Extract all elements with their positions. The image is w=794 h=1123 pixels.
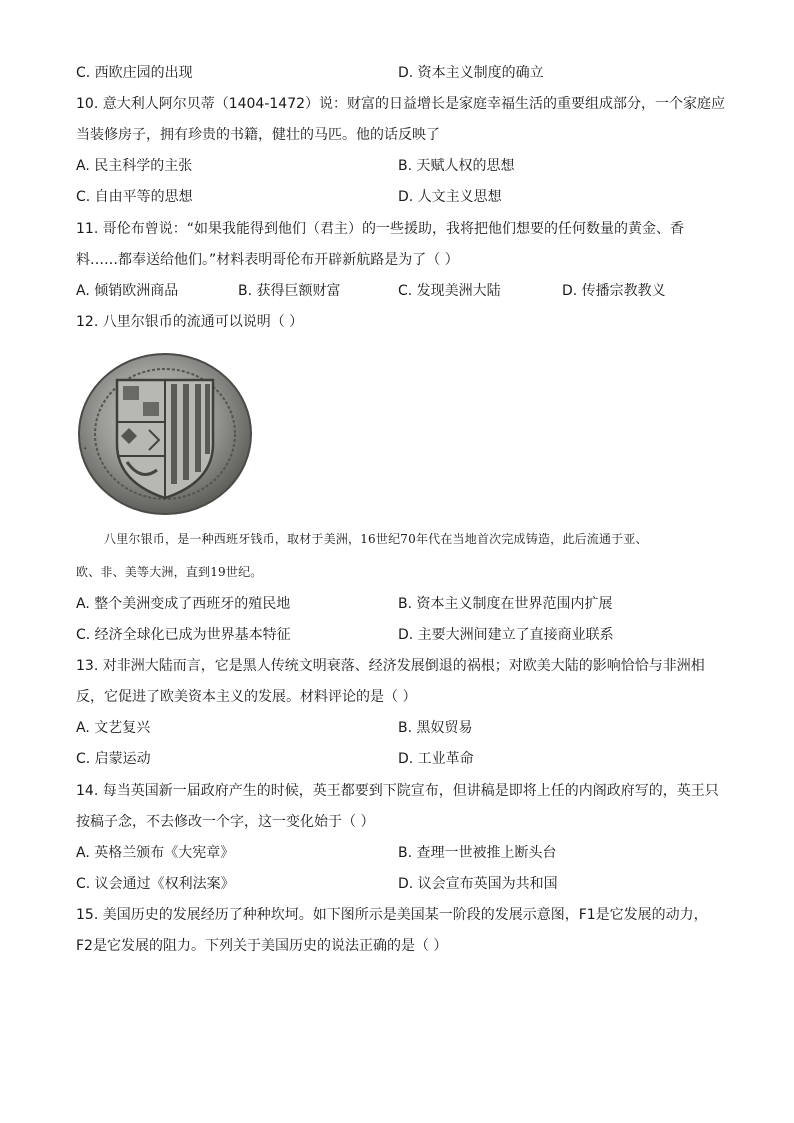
q11-option-b: B. 获得巨额财富 <box>238 283 341 299</box>
q11-stem-line2: 料……都奉送给他们。”材料表明哥伦布开辟新航路是为了（ ） <box>76 252 459 268</box>
q11-option-c: C. 发现美洲大陆 <box>398 283 501 299</box>
q12-caption-line2: 欧、非、美等大洲，直到19世纪。 <box>76 565 263 579</box>
q14-option-a: A. 英格兰颁布《大宪章》 <box>76 845 235 861</box>
q14-stem-line1: 14. 每当英国新一届政府产生的时候，英王都要到下院宣布，但讲稿是即将上任的内阁政府写的，英王只 <box>76 783 719 799</box>
q11-option-a: A. 倾销欧洲商品 <box>76 283 179 299</box>
q12-stem: 12. 八里尔银币的流通可以说明（ ） <box>76 314 304 330</box>
q10-option-d: D. 人文主义思想 <box>398 189 502 205</box>
q13-stem-line1: 13. 对非洲大陆而言，它是黑人传统文明衰落、经济发展倒退的祸根；对欧美大陆的影响恰恰与非洲相 <box>76 658 705 674</box>
q12-option-c: C. 经济全球化已成为世界基本特征 <box>76 627 291 643</box>
q14-option-b: B. 查理一世被推上断头台 <box>398 845 557 861</box>
q10-option-a: A. 民主科学的主张 <box>76 158 193 174</box>
real-silver-coin-image <box>77 352 253 517</box>
q10-stem-line1: 10. 意大利人阿尔贝蒂（1404-1472）说：财富的日益增长是家庭幸福生活的重要组成部分，一个家庭应 <box>76 96 726 112</box>
q14-option-d: D. 议会宣布英国为共和国 <box>398 876 558 892</box>
q13-option-c: C. 启蒙运动 <box>76 751 151 767</box>
q14-option-c: C. 议会通过《权利法案》 <box>76 876 235 892</box>
q12-option-a: A. 整个美洲变成了西班牙的殖民地 <box>76 596 291 612</box>
q10-option-c: C. 自由平等的思想 <box>76 189 193 205</box>
q9-option-d: D. 资本主义制度的确立 <box>398 65 544 81</box>
q13-option-d: D. 工业革命 <box>398 751 474 767</box>
q10-option-b: B. 天赋人权的思想 <box>398 158 515 174</box>
q12-caption-line1: 八里尔银币，是一种西班牙钱币，取材于美洲，16世纪70年代在当地首次完成铸造，此后流通于亚、 <box>104 532 648 546</box>
q9-option-c: C. 西欧庄园的出现 <box>76 65 193 81</box>
q12-option-d: D. 主要大洲间建立了直接商业联系 <box>398 627 614 643</box>
q13-stem-line2: 反，它促进了欧美资本主义的发展。材料评论的是（ ） <box>76 689 417 705</box>
q14-stem-line2: 按稿子念，不去修改一个字，这一变化始于（ ） <box>76 814 375 830</box>
q13-option-a: A. 文艺复兴 <box>76 720 151 736</box>
q13-option-b: B. 黑奴贸易 <box>398 720 473 736</box>
svg-text:·: · <box>77 443 95 454</box>
q12-option-b: B. 资本主义制度在世界范围内扩展 <box>398 596 613 612</box>
q11-option-d: D. 传播宗教教义 <box>562 283 666 299</box>
q15-stem-line2: F2是它发展的阻力。下列关于美国历史的说法正确的是（ ） <box>76 938 448 954</box>
q11-stem-line1: 11. 哥伦布曾说：“如果我能得到他们（君主）的一些援助，我将把他们想要的任何数量的黄金、香 <box>76 221 684 237</box>
q15-stem-line1: 15. 美国历史的发展经历了种种坎坷。如下图所示是美国某一阶段的发展示意图，F1是它发展的动力， <box>76 907 708 923</box>
q10-stem-line2: 当装修房子，拥有珍贵的书籍，健壮的马匹。他的话反映了 <box>76 127 440 143</box>
